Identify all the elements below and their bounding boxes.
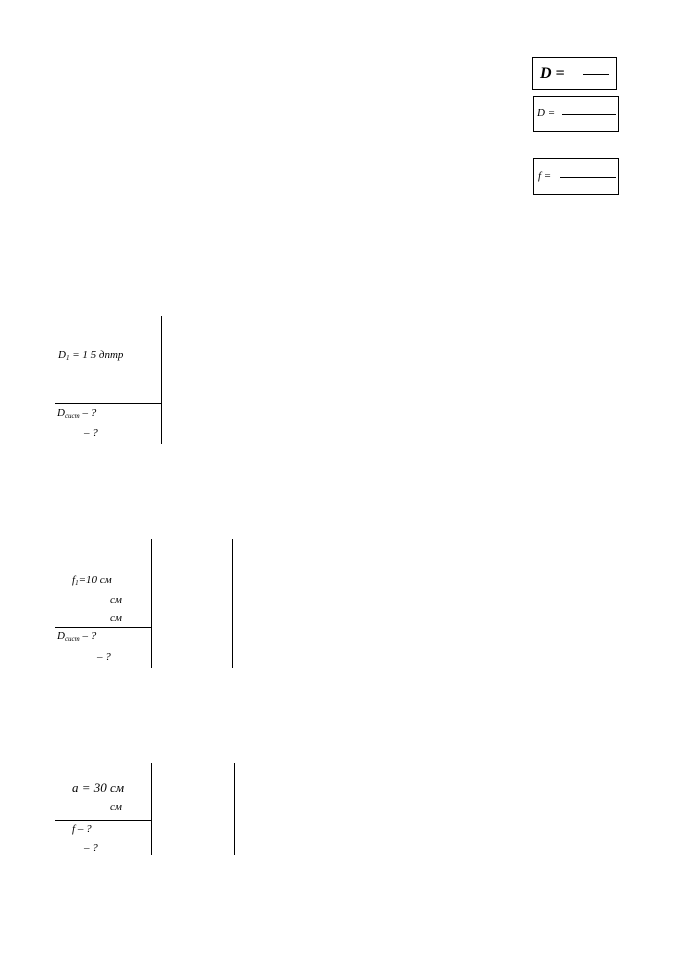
given-divider-horizontal: [55, 627, 152, 628]
formula-lhs: D =: [537, 107, 556, 119]
given-divider-vertical: [161, 316, 162, 444]
given-line: см: [110, 801, 122, 813]
formula-fraction-line: [562, 114, 616, 115]
find-line: – ?: [84, 427, 98, 439]
formula-box-optical-power: [532, 57, 617, 90]
given-divider-horizontal: [55, 820, 152, 821]
find-line: – ?: [84, 842, 98, 854]
given-line: $f_1=10$ см: [72, 574, 112, 587]
formula-box-optical-power-2: [533, 96, 619, 132]
formula-lhs: f =: [538, 170, 552, 182]
given-line: a = 30 см: [72, 780, 125, 795]
formula-lhs: D =: [540, 65, 565, 82]
solution-divider-vertical: [232, 539, 233, 668]
find-line: $D_{сист}$ – ?: [57, 407, 97, 420]
given-line: см: [110, 612, 122, 624]
find-line: – ?: [97, 651, 111, 663]
find-line: $D_{сист}$ – ?: [57, 630, 97, 643]
given-divider-vertical: [151, 539, 152, 668]
given-line: $D_1 = 1$ 5 дптр: [58, 349, 124, 362]
given-divider-horizontal: [55, 403, 162, 404]
formula-box-focal-length: [533, 158, 619, 195]
find-line: f – ?: [72, 823, 92, 835]
solution-divider-vertical: [234, 763, 235, 855]
formula-fraction-line: [560, 177, 616, 178]
given-divider-vertical: [151, 763, 152, 855]
given-line: см: [110, 594, 122, 606]
formula-fraction-line: [583, 74, 609, 75]
